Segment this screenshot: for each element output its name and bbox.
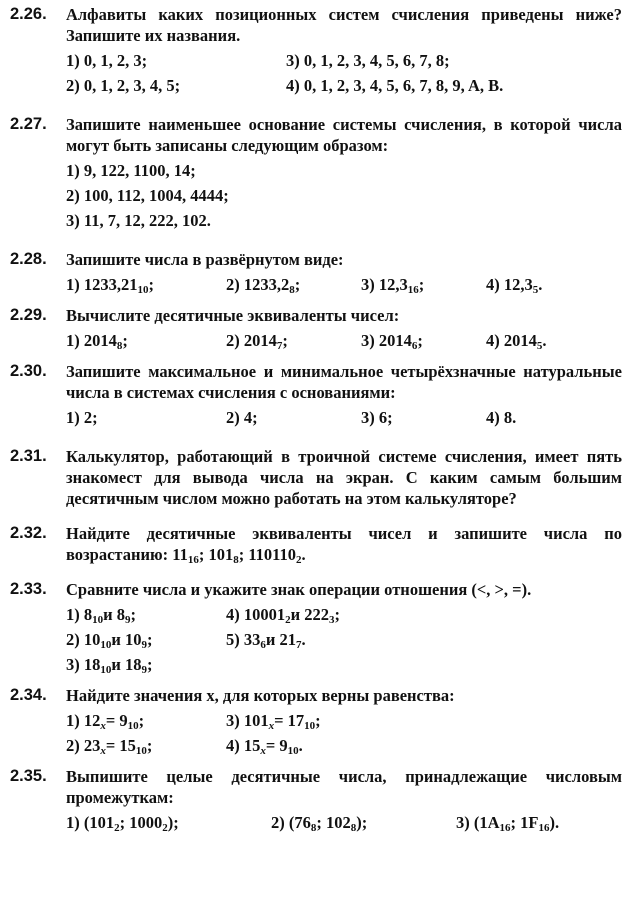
task-number: 2.32. (10, 524, 47, 542)
answer-item: 4) $12,3_5$. (486, 275, 543, 296)
task-2-27 (10, 114, 622, 235)
answer-item: 3) $12,3_{16}$; (361, 275, 425, 296)
answer-item: 2) $2014_7$; (226, 331, 288, 352)
answer-item: 2) ($76_8$; $102_8$); (271, 813, 368, 834)
exercise-page (10, 4, 622, 843)
task-number: 2.28. (10, 250, 47, 268)
answer-item: 2) $1233,2_8$; (226, 275, 301, 296)
task-number: 2.31. (10, 447, 47, 465)
answer-item: 1) $12_x= 9_{10}$; (66, 711, 145, 732)
task-number: 2.26. (10, 5, 47, 23)
answer-item: 3) 6; (361, 408, 393, 427)
answer-item: 4) 0, 1, 2, 3, 4, 5, 6, 7, 8, 9, A, B. (286, 76, 504, 95)
answer-item: 1) 2; (66, 408, 98, 427)
task-number: 2.27. (10, 115, 47, 133)
task-statement: Запишите максимальное и минимальное четырёхзначные натуральные числа в системах счисления с основаниями: (66, 362, 622, 402)
answer-item: 2) 100, 112, 1004, 4444; (66, 186, 229, 205)
answer-item: 3) $18_{10}и$ $18_9$; (66, 655, 153, 676)
answer-item: 1) $2014_8$; (66, 331, 128, 352)
task-statement: Алфавиты каких позиционных систем счисления приведены ниже? Запишите их названия. (66, 5, 622, 45)
answer-item: 3) ($1A_{16}$; $1F_{16}$). (456, 813, 560, 834)
task-2-29 (10, 305, 622, 355)
answer-item: 2) 0, 1, 2, 3, 4, 5; (66, 76, 181, 95)
answer-item: 4) 8. (486, 408, 517, 427)
answer-item: 1) $8_{10}и$ $8_9$; (66, 605, 137, 626)
task-number: 2.29. (10, 306, 47, 324)
answer-item: 1) 0, 1, 2, 3; (66, 51, 148, 70)
task-statement: Найдите десятичные эквиваленты чисел и запишите числа по возрастанию: $11_{16}$; $101_8$; $110110_2$. (66, 524, 622, 566)
task-statement: Запишите числа в развёрнутом виде: (66, 250, 344, 269)
task-2-33 (10, 579, 622, 679)
task-2-34 (10, 685, 622, 760)
task-2-26 (10, 4, 622, 100)
answer-item: 2) $10_{10}и$ $10_9$; (66, 630, 153, 651)
answer-item: 3) $2014_6$; (361, 331, 423, 352)
task-2-32 (10, 523, 622, 565)
answer-item: 4) $2014_5$. (486, 331, 547, 352)
task-statement: Запишите наименьшее основание системы счисления, в которой числа могут быть записаны следующим образом: (66, 115, 622, 155)
task-2-30 (10, 361, 622, 432)
answer-item: 3) 0, 1, 2, 3, 4, 5, 6, 7, 8; (286, 51, 450, 70)
answer-item: 1) ($101_2$; $1000_2$); (66, 813, 179, 834)
task-number: 2.35. (10, 767, 47, 785)
task-statement: Сравните числа и укажите знак операции отношения (<, >, =). (66, 580, 532, 599)
task-number: 2.34. (10, 686, 47, 704)
answer-item: 4) $10001_2и$ $222_3$; (226, 605, 341, 626)
task-statement: Выпишите целые десятичные числа, принадлежащие числовым промежуткам: (66, 767, 622, 807)
task-statement: Вычислите десятичные эквиваленты чисел: (66, 306, 400, 325)
answer-item: 1) 9, 122, 1100, 14; (66, 161, 196, 180)
task-statement: Калькулятор, работающий в троичной системе счисления, имеет пять знакомест для вывода числа на экран. С каким самым большим десятичным числом можно работать на этом калькуляторе? (66, 447, 622, 508)
task-number: 2.30. (10, 362, 47, 380)
answer-item: 1) $1233,21_{10}$; (66, 275, 154, 296)
task-number: 2.33. (10, 580, 47, 598)
answer-item: 3) $101_x= 17_{10}$; (226, 711, 321, 732)
task-2-28 (10, 249, 622, 299)
task-2-35 (10, 766, 622, 837)
answer-item: 2) 4; (226, 408, 258, 427)
task-2-31 (10, 446, 622, 509)
task-statement: Найдите значения x, для которых верны равенства: (66, 686, 455, 705)
answer-item: 2) $23_x= 15_{10}$; (66, 736, 153, 757)
answer-item: 5) $33_6и$ $21_7$. (226, 630, 306, 651)
answer-item: 3) 11, 7, 12, 222, 102. (66, 211, 211, 230)
answer-item: 4) $15_x= 9_{10}$. (226, 736, 303, 757)
